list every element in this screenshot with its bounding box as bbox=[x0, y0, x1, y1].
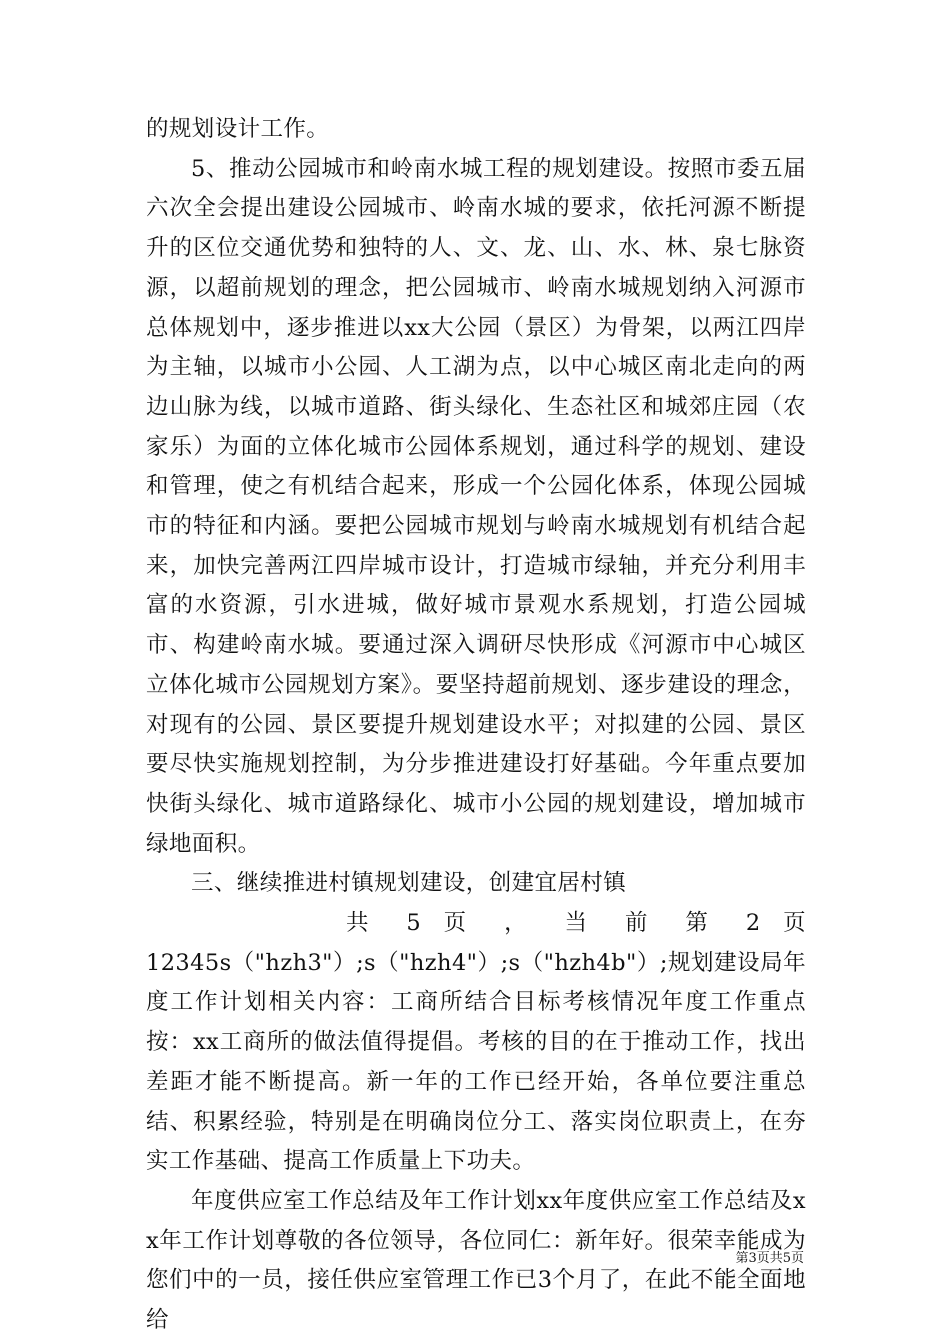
document-body bbox=[146, 110, 806, 1341]
inline-pager-text: 共 5 页 ， 当 前 第 2 页 bbox=[346, 910, 806, 937]
section-heading-3: 三、继续推进村镇规划建设，创建宜居村镇 bbox=[191, 870, 627, 897]
paragraph-work-plan: 12345s（"hzh3"）;s（"hzh4"）;s（"hzh4b"）;规划建设局年度工作计划相关内容：工商所结合目标考核情况年度工作重点按：xx工商所的做法值得提倡。考核的目的在于推动工作，找出差距才能不断提高。新一年的工作已经开始，各单位要注重总结、积累经验，特别是在明确岗位分工、落实岗位职责上，在夯实工作基础、提高工作质量上下功夫。 bbox=[146, 949, 806, 1175]
page-number-footer: 第3页共5页 bbox=[735, 1251, 804, 1266]
paragraph-supply-room: 年度供应室工作总结及年工作计划xx年度供应室工作总结及xx年工作计划尊敬的各位领导，各位同仁：新年好。很荣幸能成为您们中的一员，接任供应室管理工作已3个月了，在此不能全面地给 bbox=[146, 1187, 806, 1334]
paragraph-item-5: 5、推动公园城市和岭南水城工程的规划建设。按照市委五届六次全会提出建设公园城市、岭南水城的要求，依托河源不断提升的区位交通优势和独特的人、文、龙、山、水、林、泉七脉资源，以超前规划的理念，把公园城市、岭南水城规划纳入河源市总体规划中，逐步推进以xx大公园（景区）为骨架，以两江四岸为主轴，以城市小公园、人工湖为点，以中心城区南北走向的两边山脉为线，以城市道路、街头绿化、生态社区和城郊庄园（农家乐）为面的立体化城市公园体系规划，通过科学的规划、建设和管理，使之有机结合起来，形成一个公园化体系，体现公园城市的特征和内涵。要把公园城市规划与岭南水城规划有机结合起来，加快完善两江四岸城市设计，打造城市绿轴，并充分利用丰富的水资源，引水进城，做好城市景观水系规划，打造公园城市、构建岭南水城。要通过深入调研尽快形成《河源市中心城区立体化城市公园规划方案》。要坚持超前规划、逐步建设的理念，对现有的公园、景区要提升规划建设水平；对拟建的公园、景区要尽快实施规划控制，为分步推进建设打好基础。今年重点要加快街头绿化、城市道路绿化、城市小公园的规划建设，增加城市绿地面积。 bbox=[146, 155, 806, 857]
paragraph-continuation: 的规划设计工作。 bbox=[146, 116, 330, 142]
